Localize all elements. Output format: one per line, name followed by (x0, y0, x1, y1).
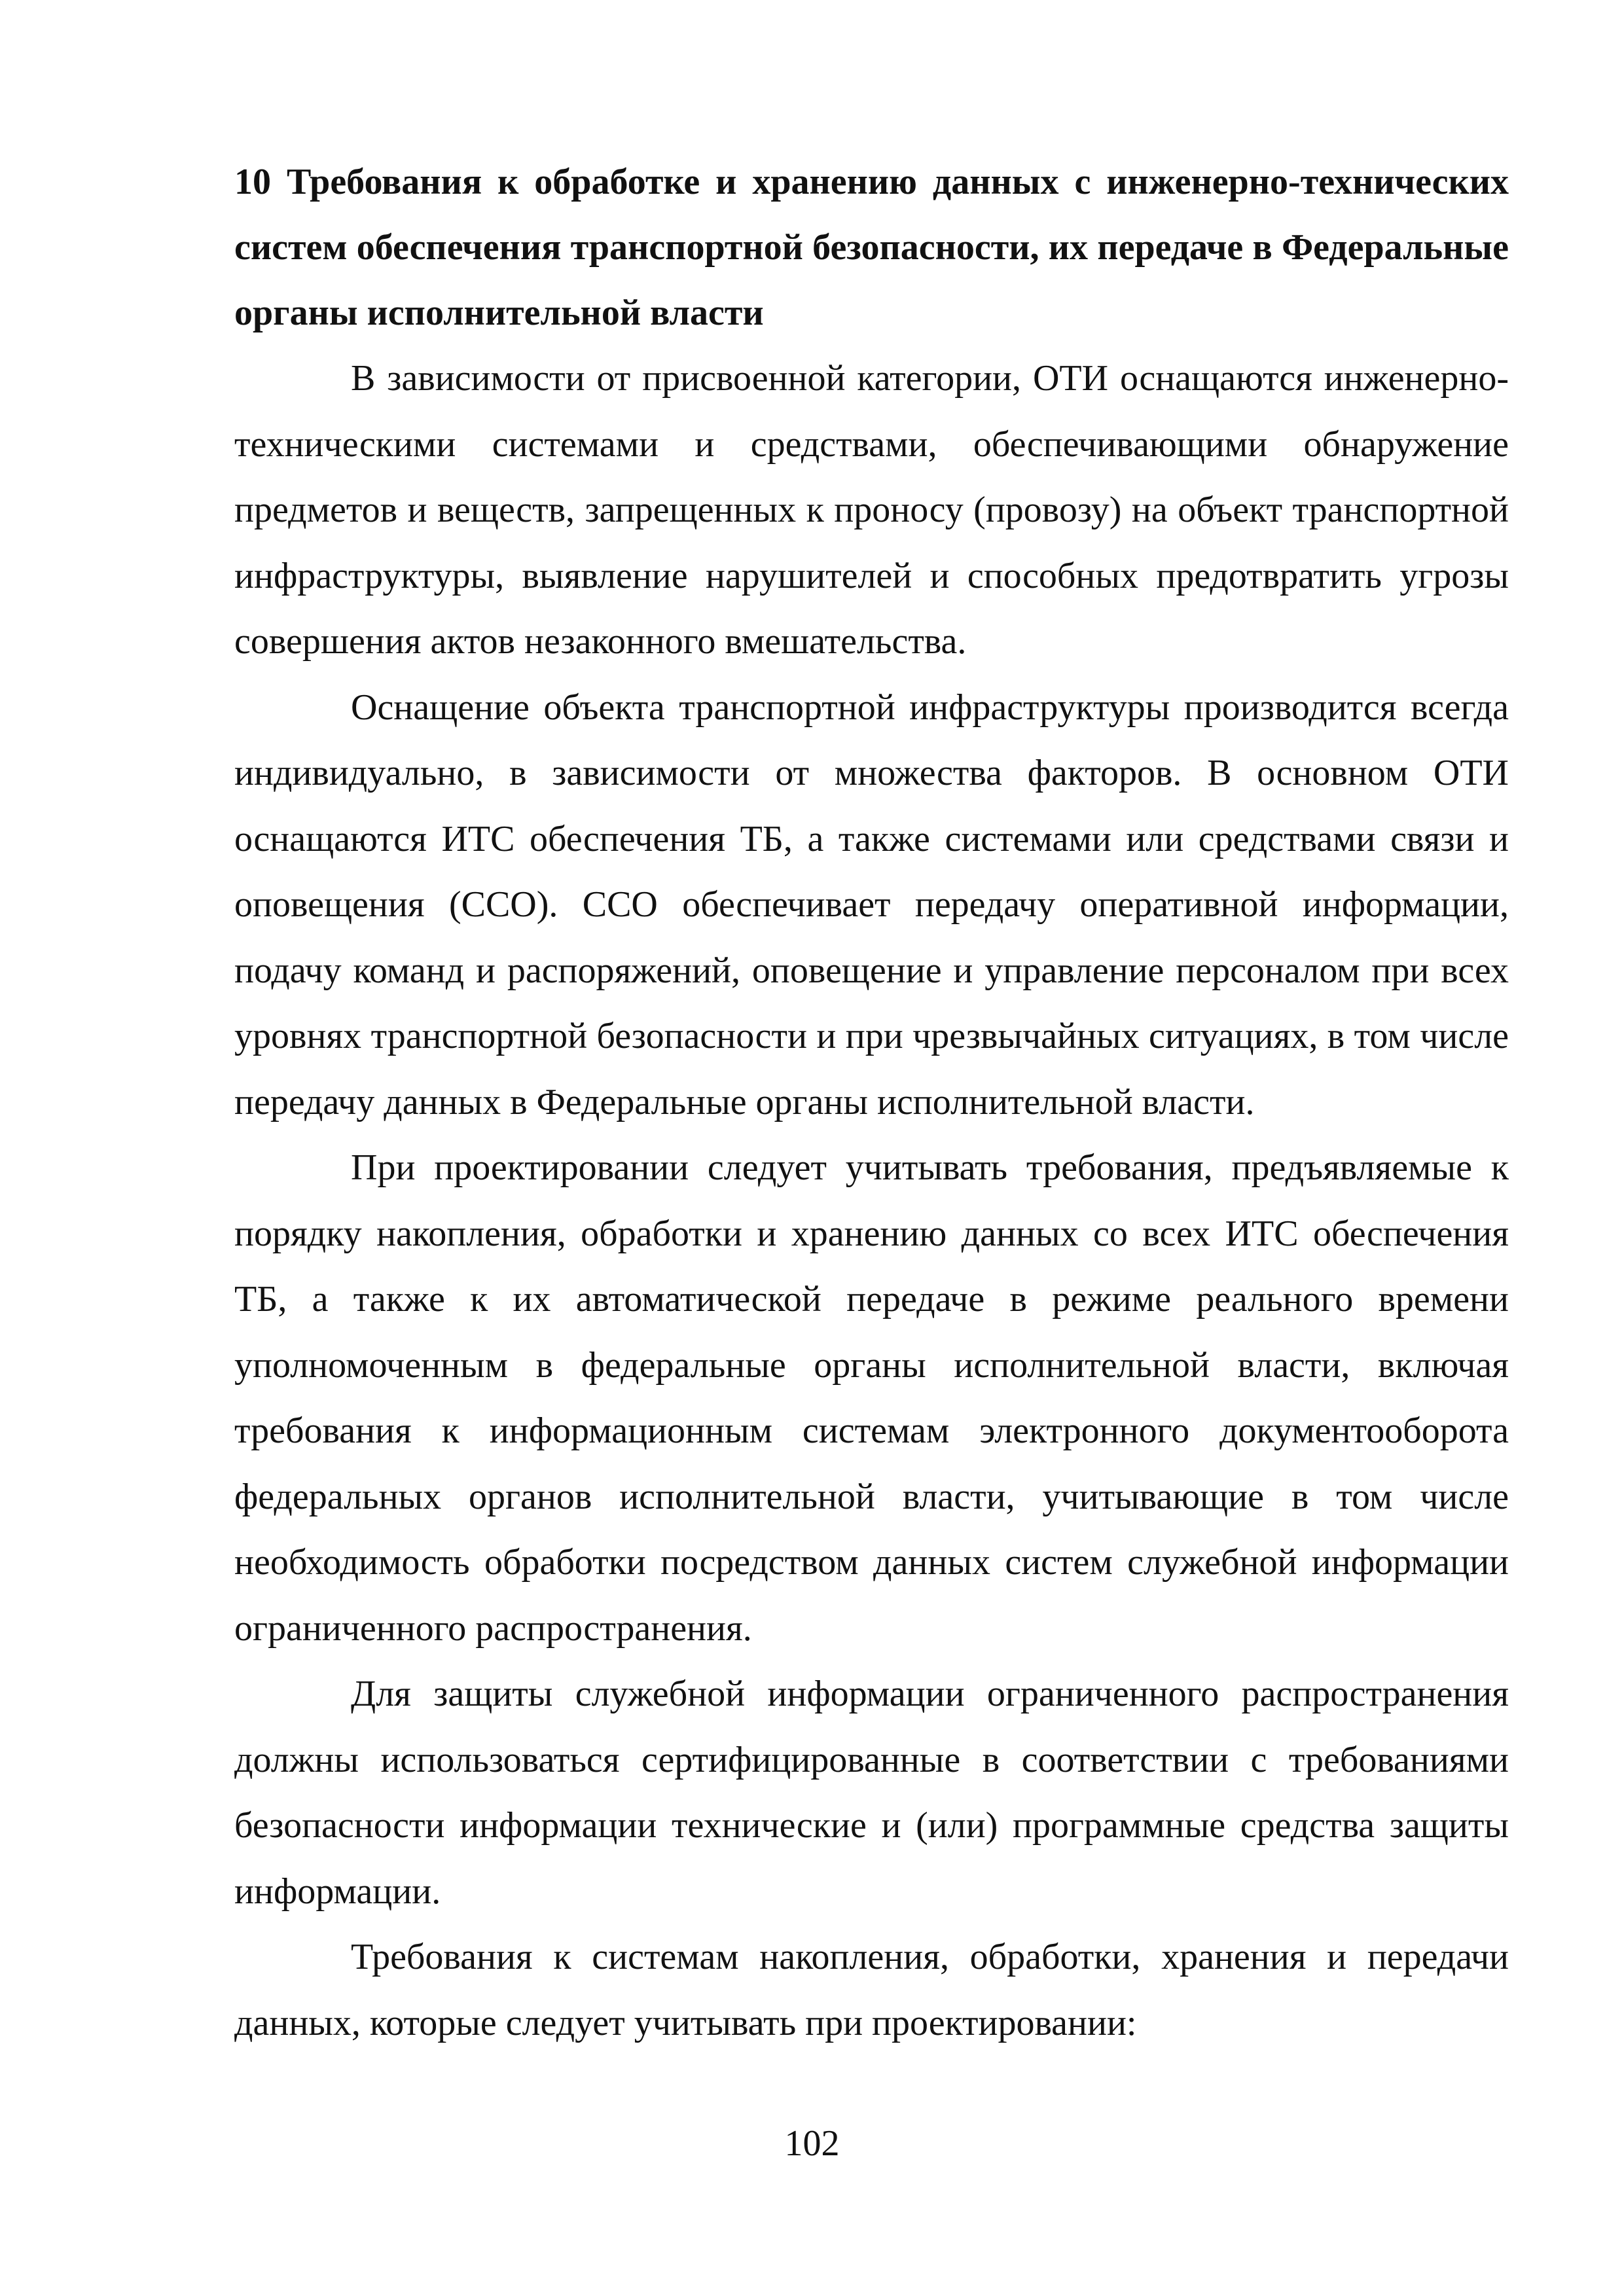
paragraph-3: При проектировании следует учитывать требования, предъявляемые к порядку накопления, обработки и хранению данных со всех ИТС обеспечения ТБ, а также к их автоматической передаче в режиме реального времени уполномоченным в федеральные органы исполнительной власти, включая требования к информационным системам электронного документооборота федеральных органов исполнительной власти, учитывающие в том числе необходимость обработки посредством данных систем служебной информации ограниченного распространения. (234, 1147, 1509, 1649)
section-heading: 10 Требования к обработке и хранению данных с инженерно-технических систем обеспечения транспортной безопасности, их передаче в Федеральные органы исполнительной власти (234, 162, 1509, 333)
paragraph-2: Оснащение объекта транспортной инфраструктуры производится всегда индивидуально, в зависимости от множества факторов. В основном ОТИ оснащаются ИТС обеспечения ТБ, а также системами или средствами связи и оповещения (ССО). ССО обеспечивает передачу оперативной информации, подачу команд и распоряжений, оповещение и управление персоналом при всех уровнях транспортной безопасности и при чрезвычайных ситуациях, в том числе передачу данных в Федеральные органы исполнительной власти. (234, 687, 1509, 1122)
paragraph-5: Требования к системам накопления, обработки, хранения и передачи данных, которые следует учитывать при проектировании: (234, 1937, 1509, 2043)
page-number: 102 (784, 2123, 840, 2164)
page-content (234, 149, 1509, 2056)
paragraph-4: Для защиты служебной информации ограниченного распространения должны использоваться сертифицированные в соответствии с требованиями безопасности информации технические и (или) программные средства защиты информации. (234, 1674, 1509, 1912)
paragraph-1: В зависимости от присвоенной категории, ОТИ оснащаются инженерно-техническими системами и средствами, обеспечивающими обнаружение предметов и веществ, запрещенных к проносу (провозу) на объект транспортной инфраструктуры, выявление нарушителей и способных предотвратить угрозы совершения актов незаконного вмешательства. (234, 358, 1509, 662)
